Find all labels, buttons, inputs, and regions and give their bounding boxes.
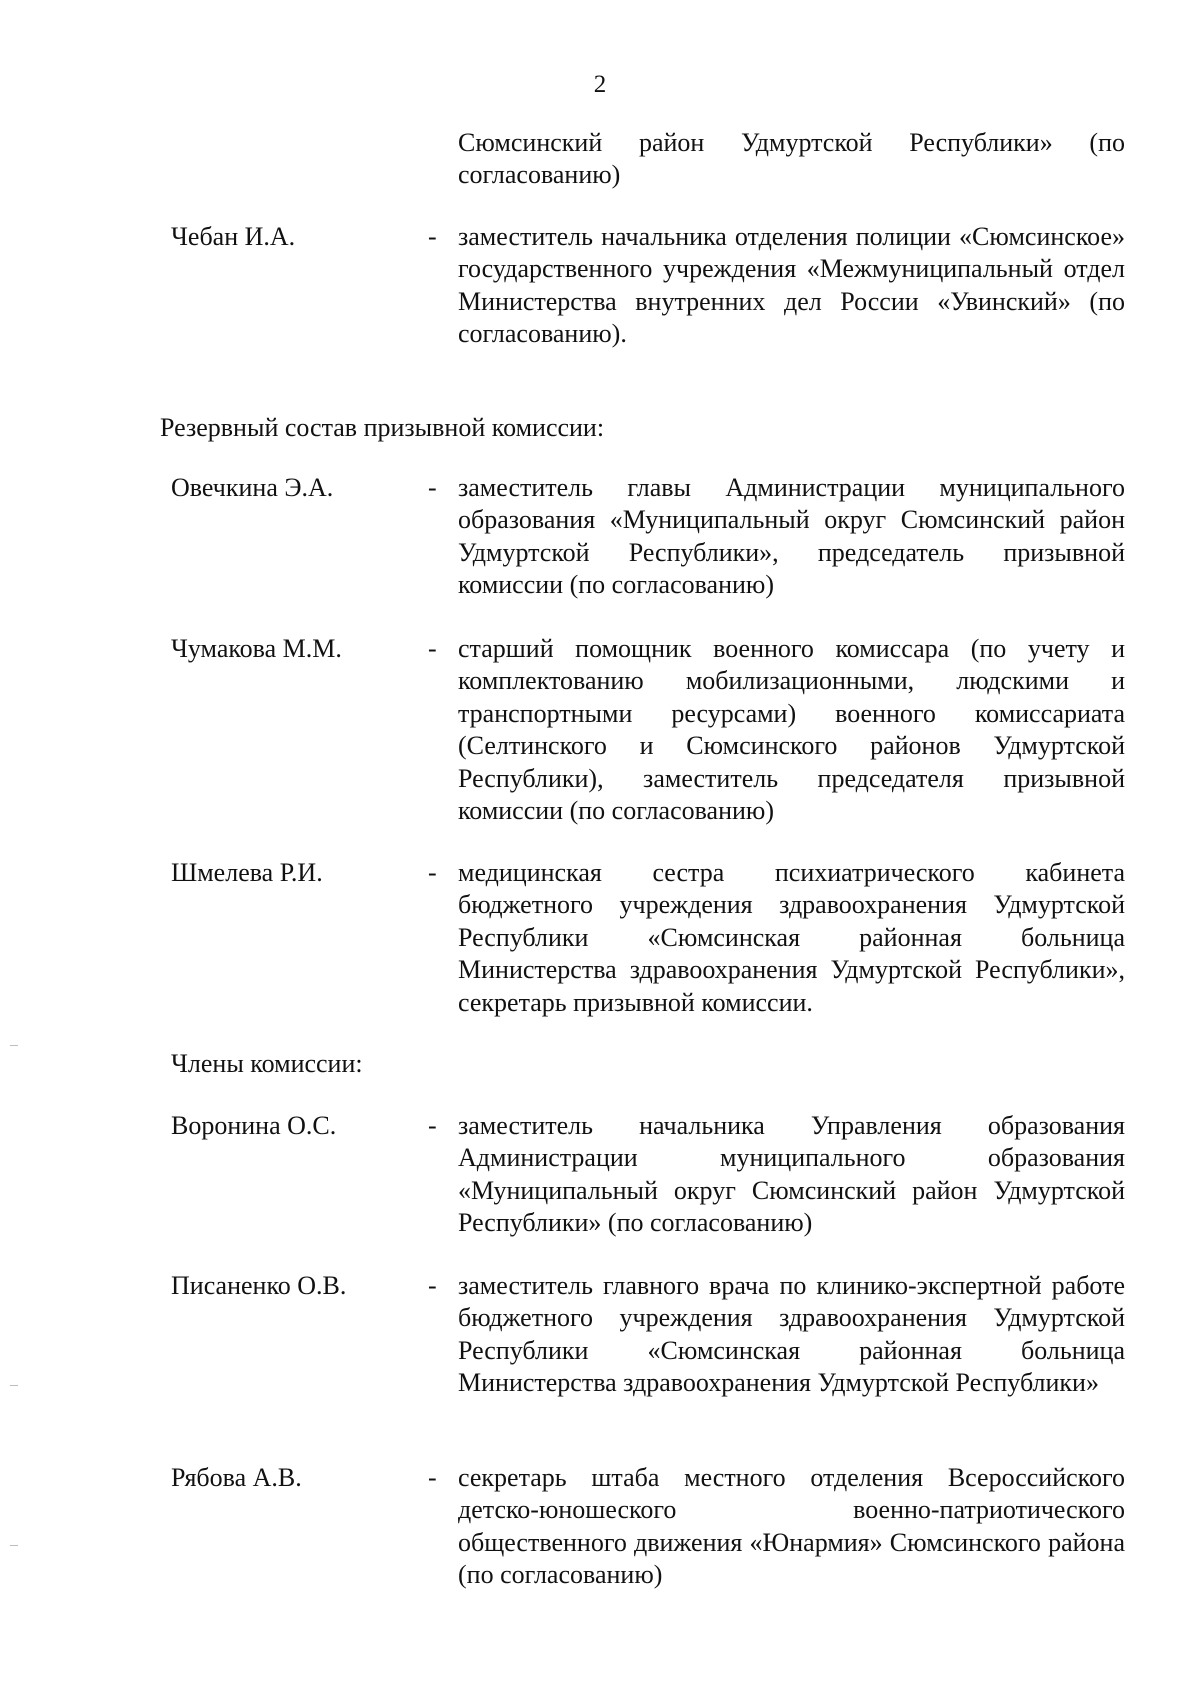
page-number: 2	[593, 71, 607, 98]
members-section-heading: Члены комиссии:	[171, 1049, 363, 1078]
member-description: секретарь штаба местного отделения Всероссийского детско-юношеского военно-патриотического общественного движения «Юнармия» Сюмсинского района (по согласованию)	[458, 1463, 1125, 1590]
member-description: старший помощник военного комиссара (по учету и комплектованию мобилизационными, людскими и транспортными ресурсами) военного комиссариата (Селтинского и Сюмсинского районов Удмуртской Республики), заместитель председателя призывной комиссии (по согласованию)	[458, 634, 1125, 826]
member-name: Шмелева Р.И.	[171, 858, 323, 887]
member-description: заместитель начальника Управления образования Администрации муниципального образования «Муниципальный округ Сюмсинский район Удмуртской Республики» (по согласованию)	[458, 1111, 1125, 1238]
scan-mark	[10, 1045, 18, 1046]
member-description: заместитель главы Администрации муниципального образования «Муниципальный округ Сюмсинский район Удмуртской Республики», председатель призывной комиссии (по согласованию)	[458, 473, 1125, 600]
member-name: Писаненко О.В.	[171, 1271, 347, 1300]
scan-mark	[10, 1545, 18, 1546]
dash-separator: -	[428, 473, 437, 502]
entry-description: Сюмсинский район Удмуртской Республики» (по согласованию)	[458, 128, 1125, 190]
dash-separator: -	[428, 1271, 437, 1300]
member-name: Чебан И.А.	[171, 222, 296, 251]
member-description: заместитель главного врача по клинико-экспертной работе бюджетного учреждения здравоохранения Удмуртской Республики «Сюмсинская районная больница Министерства здравоохранения Удмуртской Республики»	[458, 1271, 1125, 1398]
member-description: медицинская сестра психиатрического кабинета бюджетного учреждения здравоохранения Удмуртской Республики «Сюмсинская районная больница Министерства здравоохранения Удмуртской Республики», секретарь призывной комиссии.	[458, 858, 1125, 1017]
member-name: Овечкина Э.А.	[171, 473, 334, 502]
scan-mark	[10, 1385, 18, 1386]
member-name: Чумакова М.М.	[171, 634, 342, 663]
member-name: Воронина О.С.	[171, 1111, 337, 1140]
reserve-section-heading: Резервный состав призывной комиссии:	[160, 413, 605, 442]
dash-separator: -	[428, 634, 437, 663]
dash-separator: -	[428, 222, 437, 251]
dash-separator: -	[428, 1111, 437, 1140]
member-description: заместитель начальника отделения полиции «Сюмсинское» государственного учреждения «Межмуниципальный отдел Министерства внутренних дел России «Увинский» (по согласованию).	[458, 222, 1125, 349]
dash-separator: -	[428, 1463, 437, 1492]
member-name: Рябова А.В.	[171, 1463, 302, 1492]
dash-separator: -	[428, 858, 437, 887]
